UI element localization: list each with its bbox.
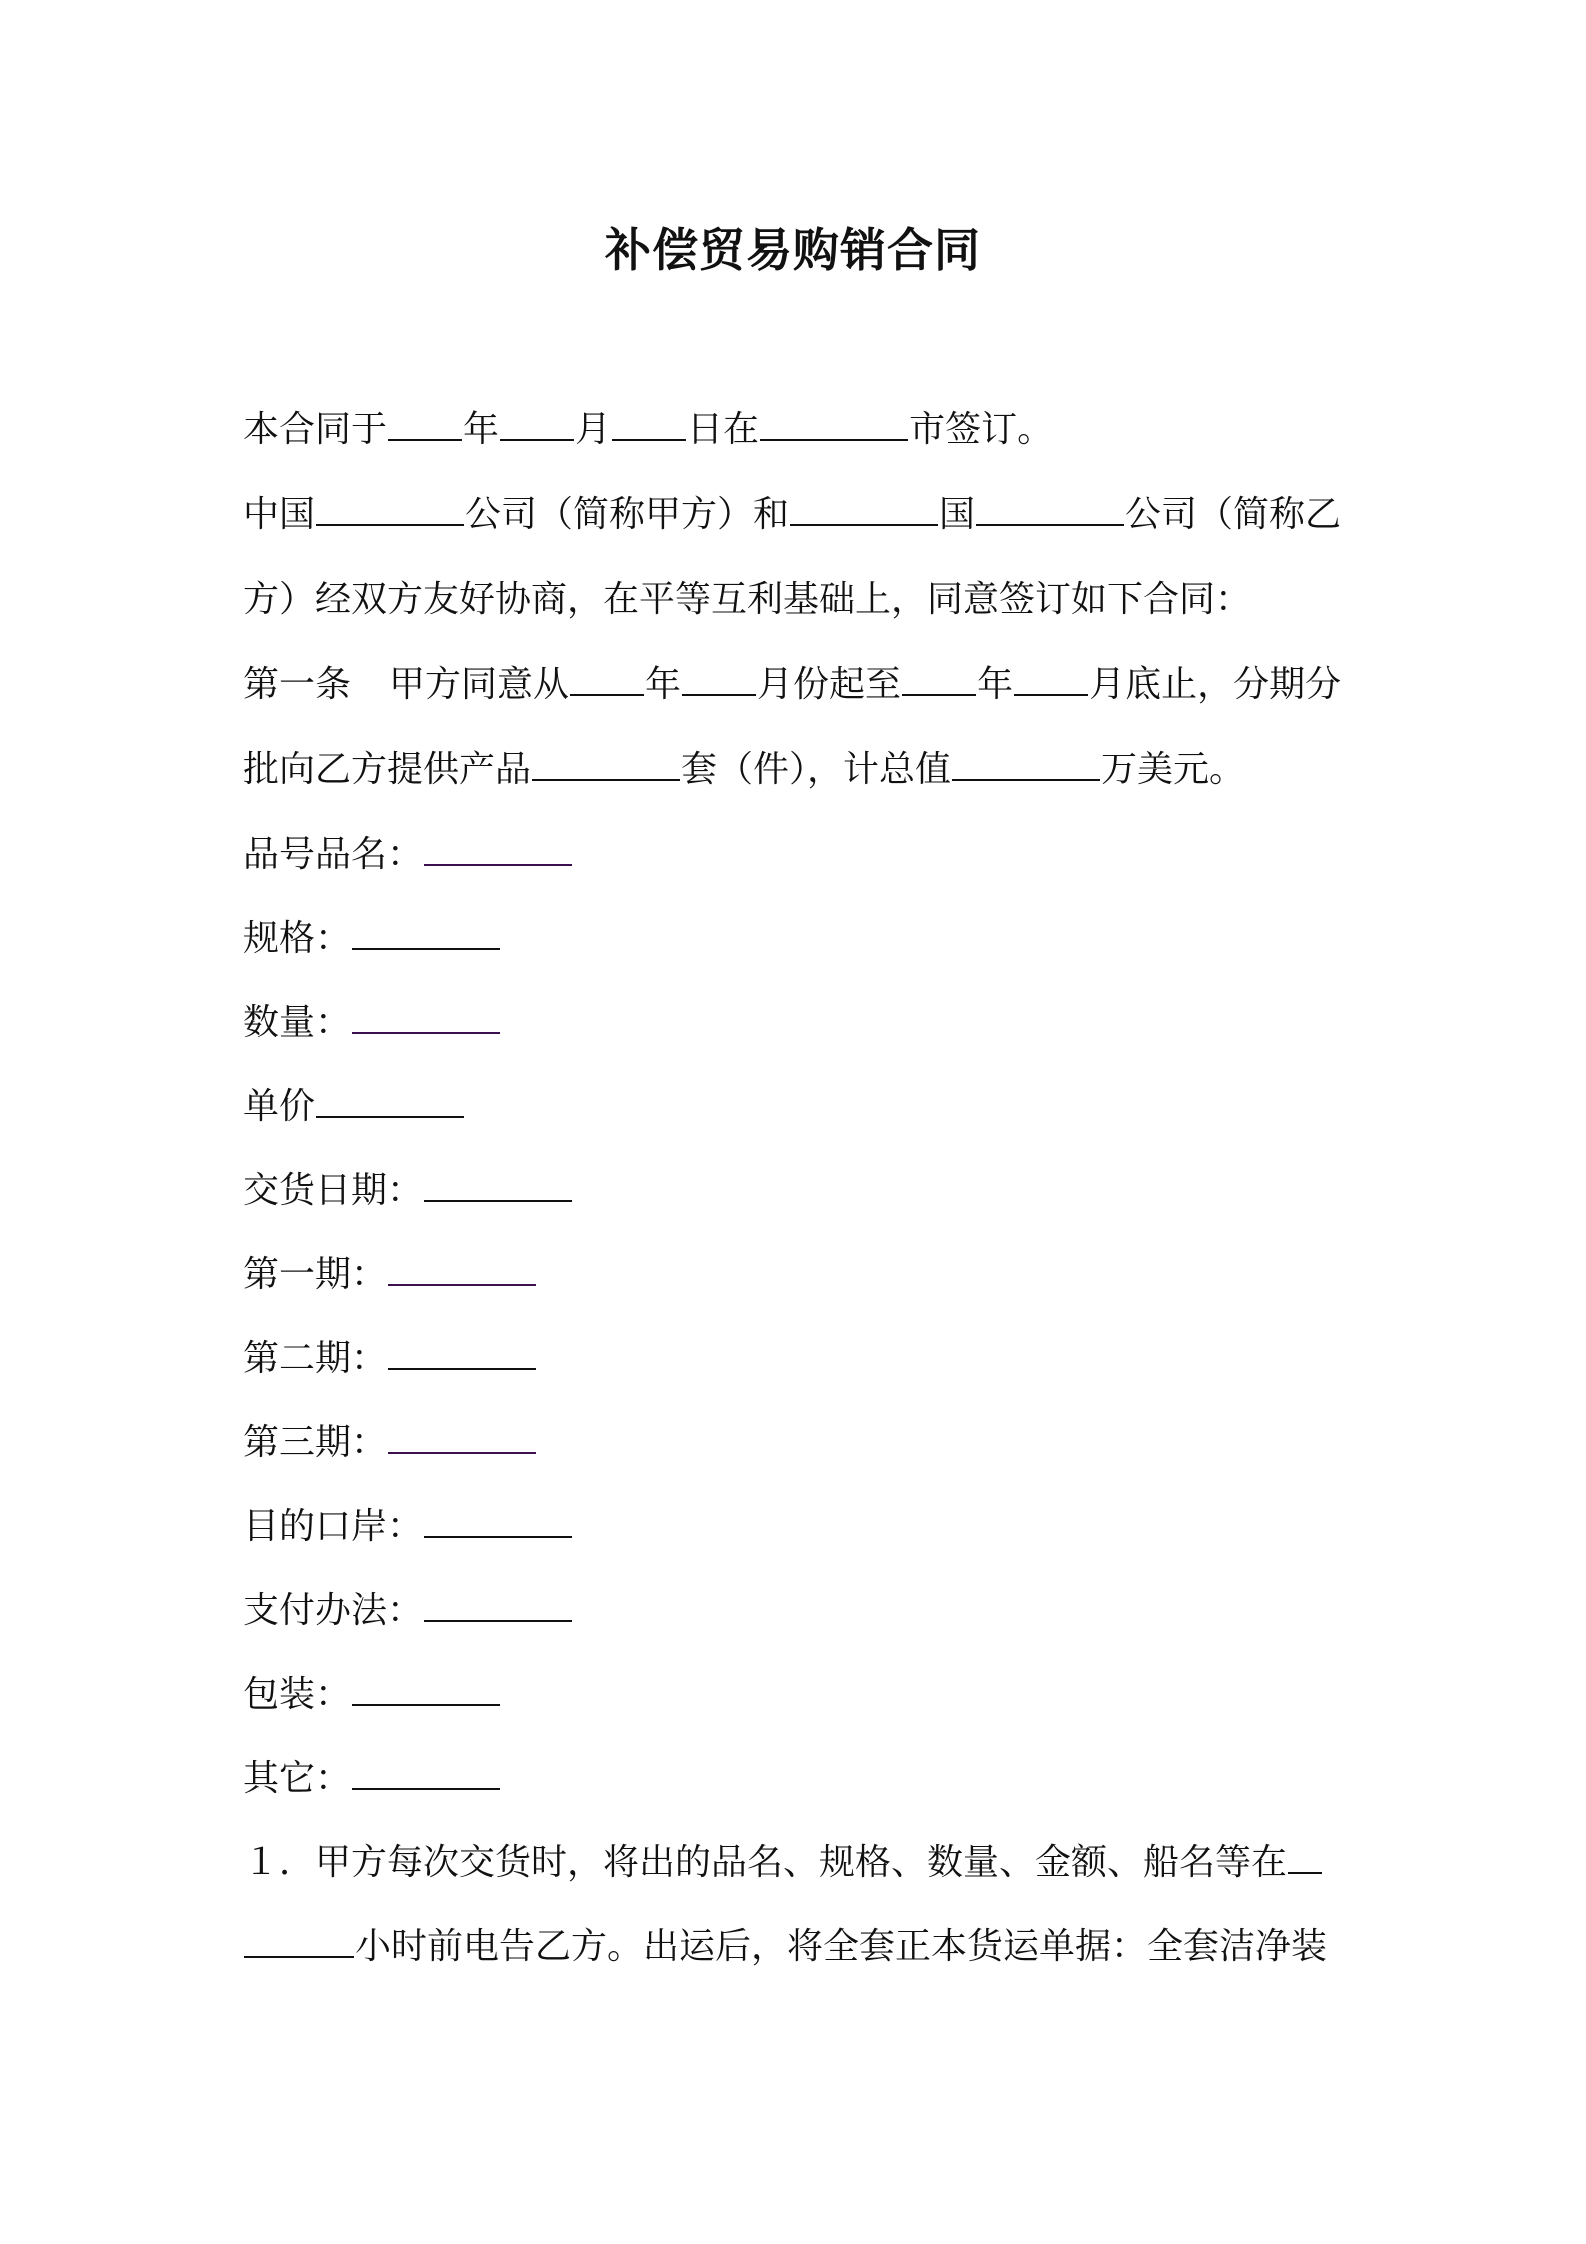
article-1-text-f: 批向乙方提供产品 — [243, 749, 532, 790]
total-value-blank — [952, 749, 1100, 781]
field-label: 单价 — [243, 1086, 316, 1127]
hours-blank-end — [244, 1926, 354, 1958]
field-label: 包装： — [243, 1674, 352, 1715]
article-1-text-d: 年 — [977, 664, 1014, 705]
article-1-text-a: 甲方同意从 — [389, 664, 570, 705]
intro-text-1: 本合同于 — [243, 409, 388, 450]
field-label: 品号品名： — [243, 834, 424, 875]
field-blank — [424, 1170, 572, 1202]
year-blank — [388, 409, 462, 441]
field-other — [243, 1754, 1353, 1804]
field-payment — [243, 1586, 1353, 1636]
article-1-line-2 — [243, 745, 1353, 795]
field-blank — [388, 1422, 536, 1454]
field-blank — [316, 1086, 464, 1118]
parties-line-2: 方）经双方友好协商，在平等互利基础上，同意签订如下合同： — [243, 579, 1252, 620]
article-1-text-c: 月份起至 — [757, 664, 902, 705]
product-qty-blank — [532, 749, 680, 781]
field-blank — [352, 1758, 500, 1790]
month-blank — [500, 409, 574, 441]
party-b-company-blank — [976, 494, 1124, 526]
field-label: 规格： — [243, 918, 352, 959]
day-blank — [612, 409, 686, 441]
field-phase-3 — [243, 1418, 1353, 1468]
clause-1-text-1: １．甲方每次交货时，将出的品名、规格、数量、金额、船名等在 — [243, 1842, 1288, 1883]
article-1-text-g: 套（件），计总值 — [681, 749, 952, 790]
field-blank — [424, 1590, 572, 1622]
field-label: 第一期： — [243, 1254, 388, 1295]
field-spec — [243, 914, 1353, 964]
field-product-name — [243, 830, 1353, 880]
parties-line-1 — [243, 490, 1353, 540]
start-year-blank — [570, 664, 644, 696]
end-year-blank — [902, 664, 976, 696]
intro-text-5: 市签订。 — [909, 409, 1054, 450]
start-month-blank — [682, 664, 756, 696]
field-label: 目的口岸： — [243, 1506, 424, 1547]
article-1-text-b: 年 — [645, 664, 682, 705]
field-unit-price — [243, 1082, 1353, 1132]
field-quantity — [243, 998, 1353, 1048]
parties-text-3: 国 — [939, 494, 976, 535]
parties-text-2: 公司（简称甲方）和 — [465, 494, 790, 535]
field-phase-2 — [243, 1334, 1353, 1384]
field-delivery-date — [243, 1166, 1353, 1216]
field-blank — [424, 1506, 572, 1538]
city-blank — [760, 409, 908, 441]
field-blank — [352, 918, 500, 950]
field-phase-1 — [243, 1250, 1353, 1300]
clause-1-text-2: 小时前电告乙方。出运后，将全套正本货运单据：全套洁净装 — [355, 1926, 1328, 1967]
article-1-text-h: 万美元。 — [1101, 749, 1246, 790]
end-month-blank — [1014, 664, 1088, 696]
article-1-text-e: 月底止，分期分 — [1089, 664, 1342, 705]
field-blank — [388, 1254, 536, 1286]
field-label: 支付办法： — [243, 1590, 424, 1631]
party-a-company-blank — [316, 494, 464, 526]
field-label: 交货日期： — [243, 1170, 424, 1211]
field-label: 第三期： — [243, 1422, 388, 1463]
field-label: 第二期： — [243, 1338, 388, 1379]
party-b-country-blank — [790, 494, 938, 526]
intro-text-4: 日在 — [687, 409, 760, 450]
hours-blank-start — [1288, 1842, 1322, 1874]
field-blank — [424, 834, 572, 866]
field-blank — [352, 1674, 500, 1706]
field-packing — [243, 1670, 1353, 1720]
article-1-label: 第一条 — [243, 664, 352, 705]
article-1-line-1 — [243, 660, 1353, 710]
intro-text-3: 月 — [575, 409, 612, 450]
field-blank — [388, 1338, 536, 1370]
parties-text-1: 中国 — [243, 494, 316, 535]
intro-line — [243, 405, 1353, 455]
field-label: 数量： — [243, 1002, 352, 1043]
field-blank — [352, 1002, 500, 1034]
document-title: 补偿贸易购销合同 — [605, 223, 981, 277]
field-label: 其它： — [243, 1758, 352, 1799]
parties-text-4: 公司（简称乙 — [1125, 494, 1342, 535]
clause-1-line-1 — [243, 1838, 1353, 1888]
field-port — [243, 1502, 1353, 1552]
intro-text-2: 年 — [463, 409, 500, 450]
clause-1-line-2 — [243, 1922, 1353, 1972]
